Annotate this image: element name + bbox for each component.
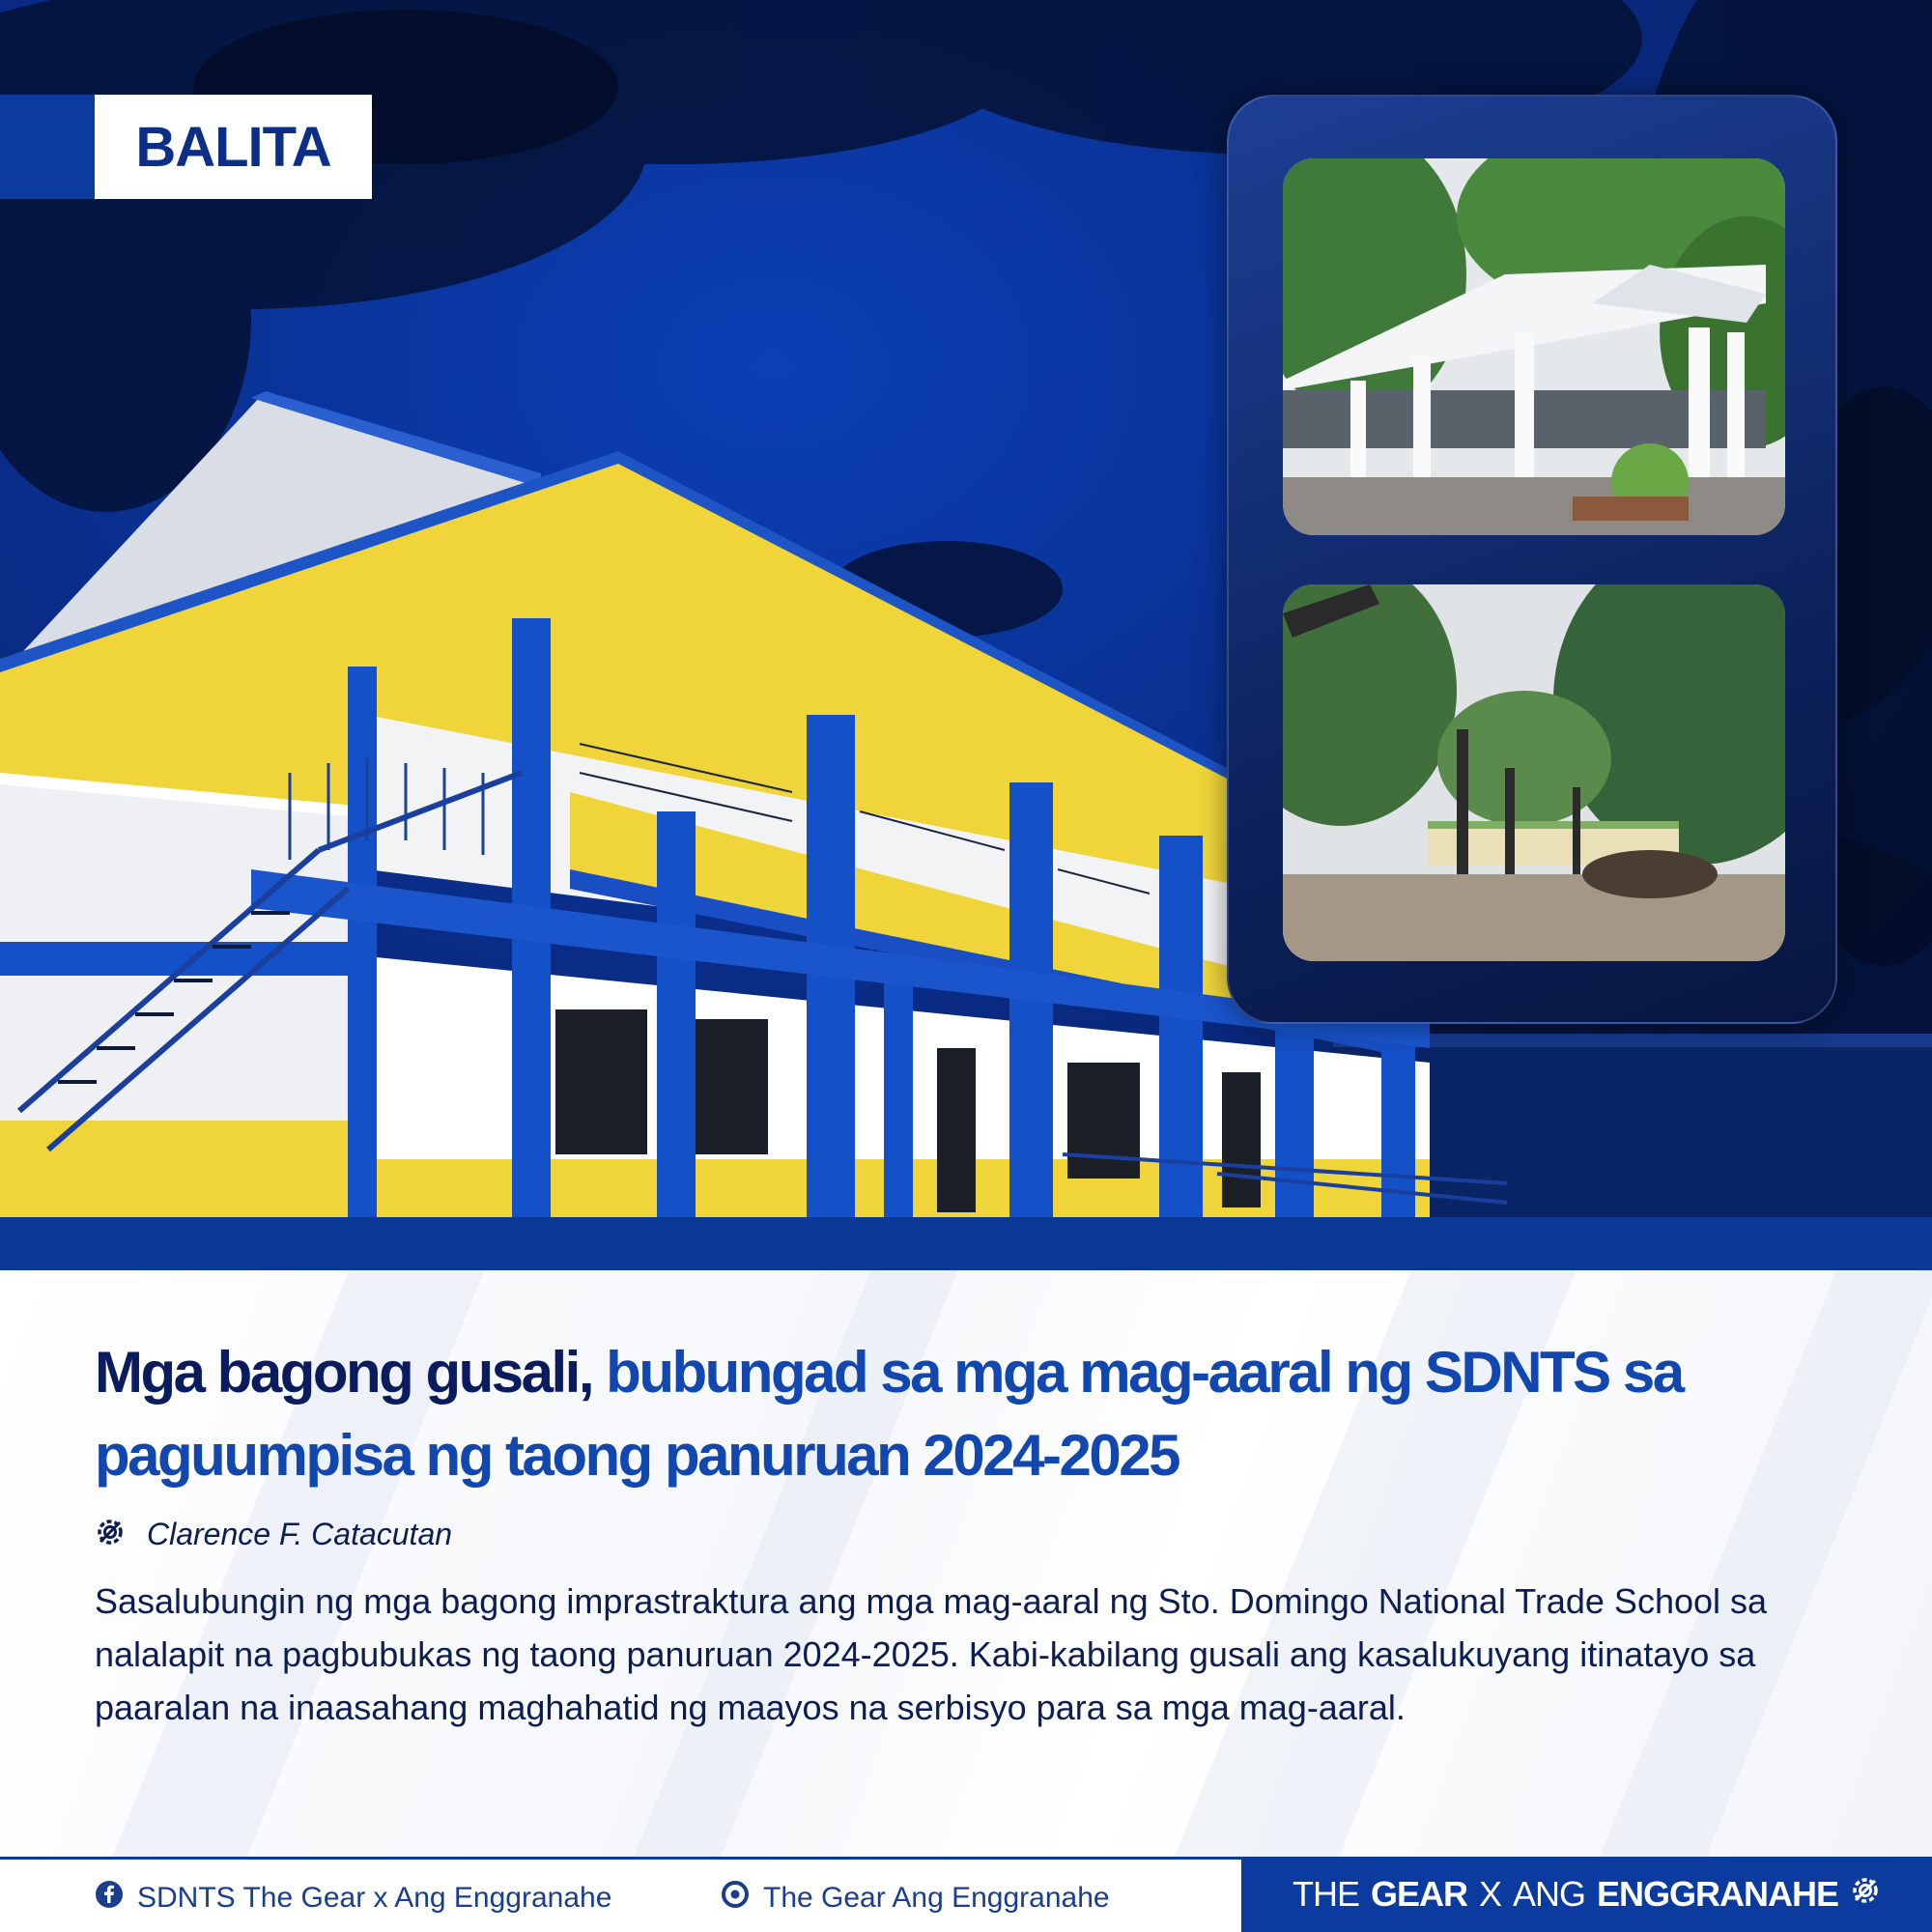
article-body: Sasalubungin ng mga bagong imprastraktura ang mga mag-aaral ng Sto. Domingo National Trade School sa nalalapit na pagbubukas ng taong panuruan 2024-2025. Kabi-kabilang gusali ang kasalukuyang itinatayo sa paaralan na inaasahang maghahatid ng maayos na serbisyo para sa mga mag-aaral. xyxy=(95,1581,1768,1727)
section-tag: BALITA xyxy=(95,95,372,199)
byline xyxy=(95,1514,452,1554)
website-link[interactable] xyxy=(721,1874,1110,1922)
gear-icon xyxy=(1850,1874,1881,1915)
brand-wordmark xyxy=(1241,1857,1932,1932)
author-name: Clarence F. Catacutan xyxy=(147,1516,453,1551)
facebook-icon xyxy=(95,1880,124,1917)
facebook-link[interactable] xyxy=(95,1874,611,1922)
brand-ang: ANG xyxy=(1513,1874,1586,1914)
gear-icon xyxy=(95,1517,126,1552)
brand-x: X xyxy=(1478,1874,1501,1914)
headline xyxy=(95,1331,1853,1497)
courtyard-photo xyxy=(1283,584,1785,961)
target-icon xyxy=(721,1880,750,1917)
brand-enggranahe: ENGGRANAHE xyxy=(1597,1874,1839,1914)
facebook-label: SDNTS The Gear x Ang Enggranahe xyxy=(137,1882,612,1914)
pavilion-photo xyxy=(1283,158,1785,535)
brand-gear: GEAR xyxy=(1370,1874,1467,1914)
hero-bottom-band xyxy=(0,1217,1932,1270)
brand-the: THE xyxy=(1292,1874,1359,1914)
headline-part-2: bubungad sa mga mag-aaral ng SDNTS sa paguumpisa ng taong panuruan 2024-2025 xyxy=(95,1340,1683,1488)
photo-panel xyxy=(1227,95,1837,1024)
headline-part-1: Mga bagong gusali, xyxy=(95,1340,593,1405)
website-label: The Gear Ang Enggranahe xyxy=(763,1882,1110,1914)
